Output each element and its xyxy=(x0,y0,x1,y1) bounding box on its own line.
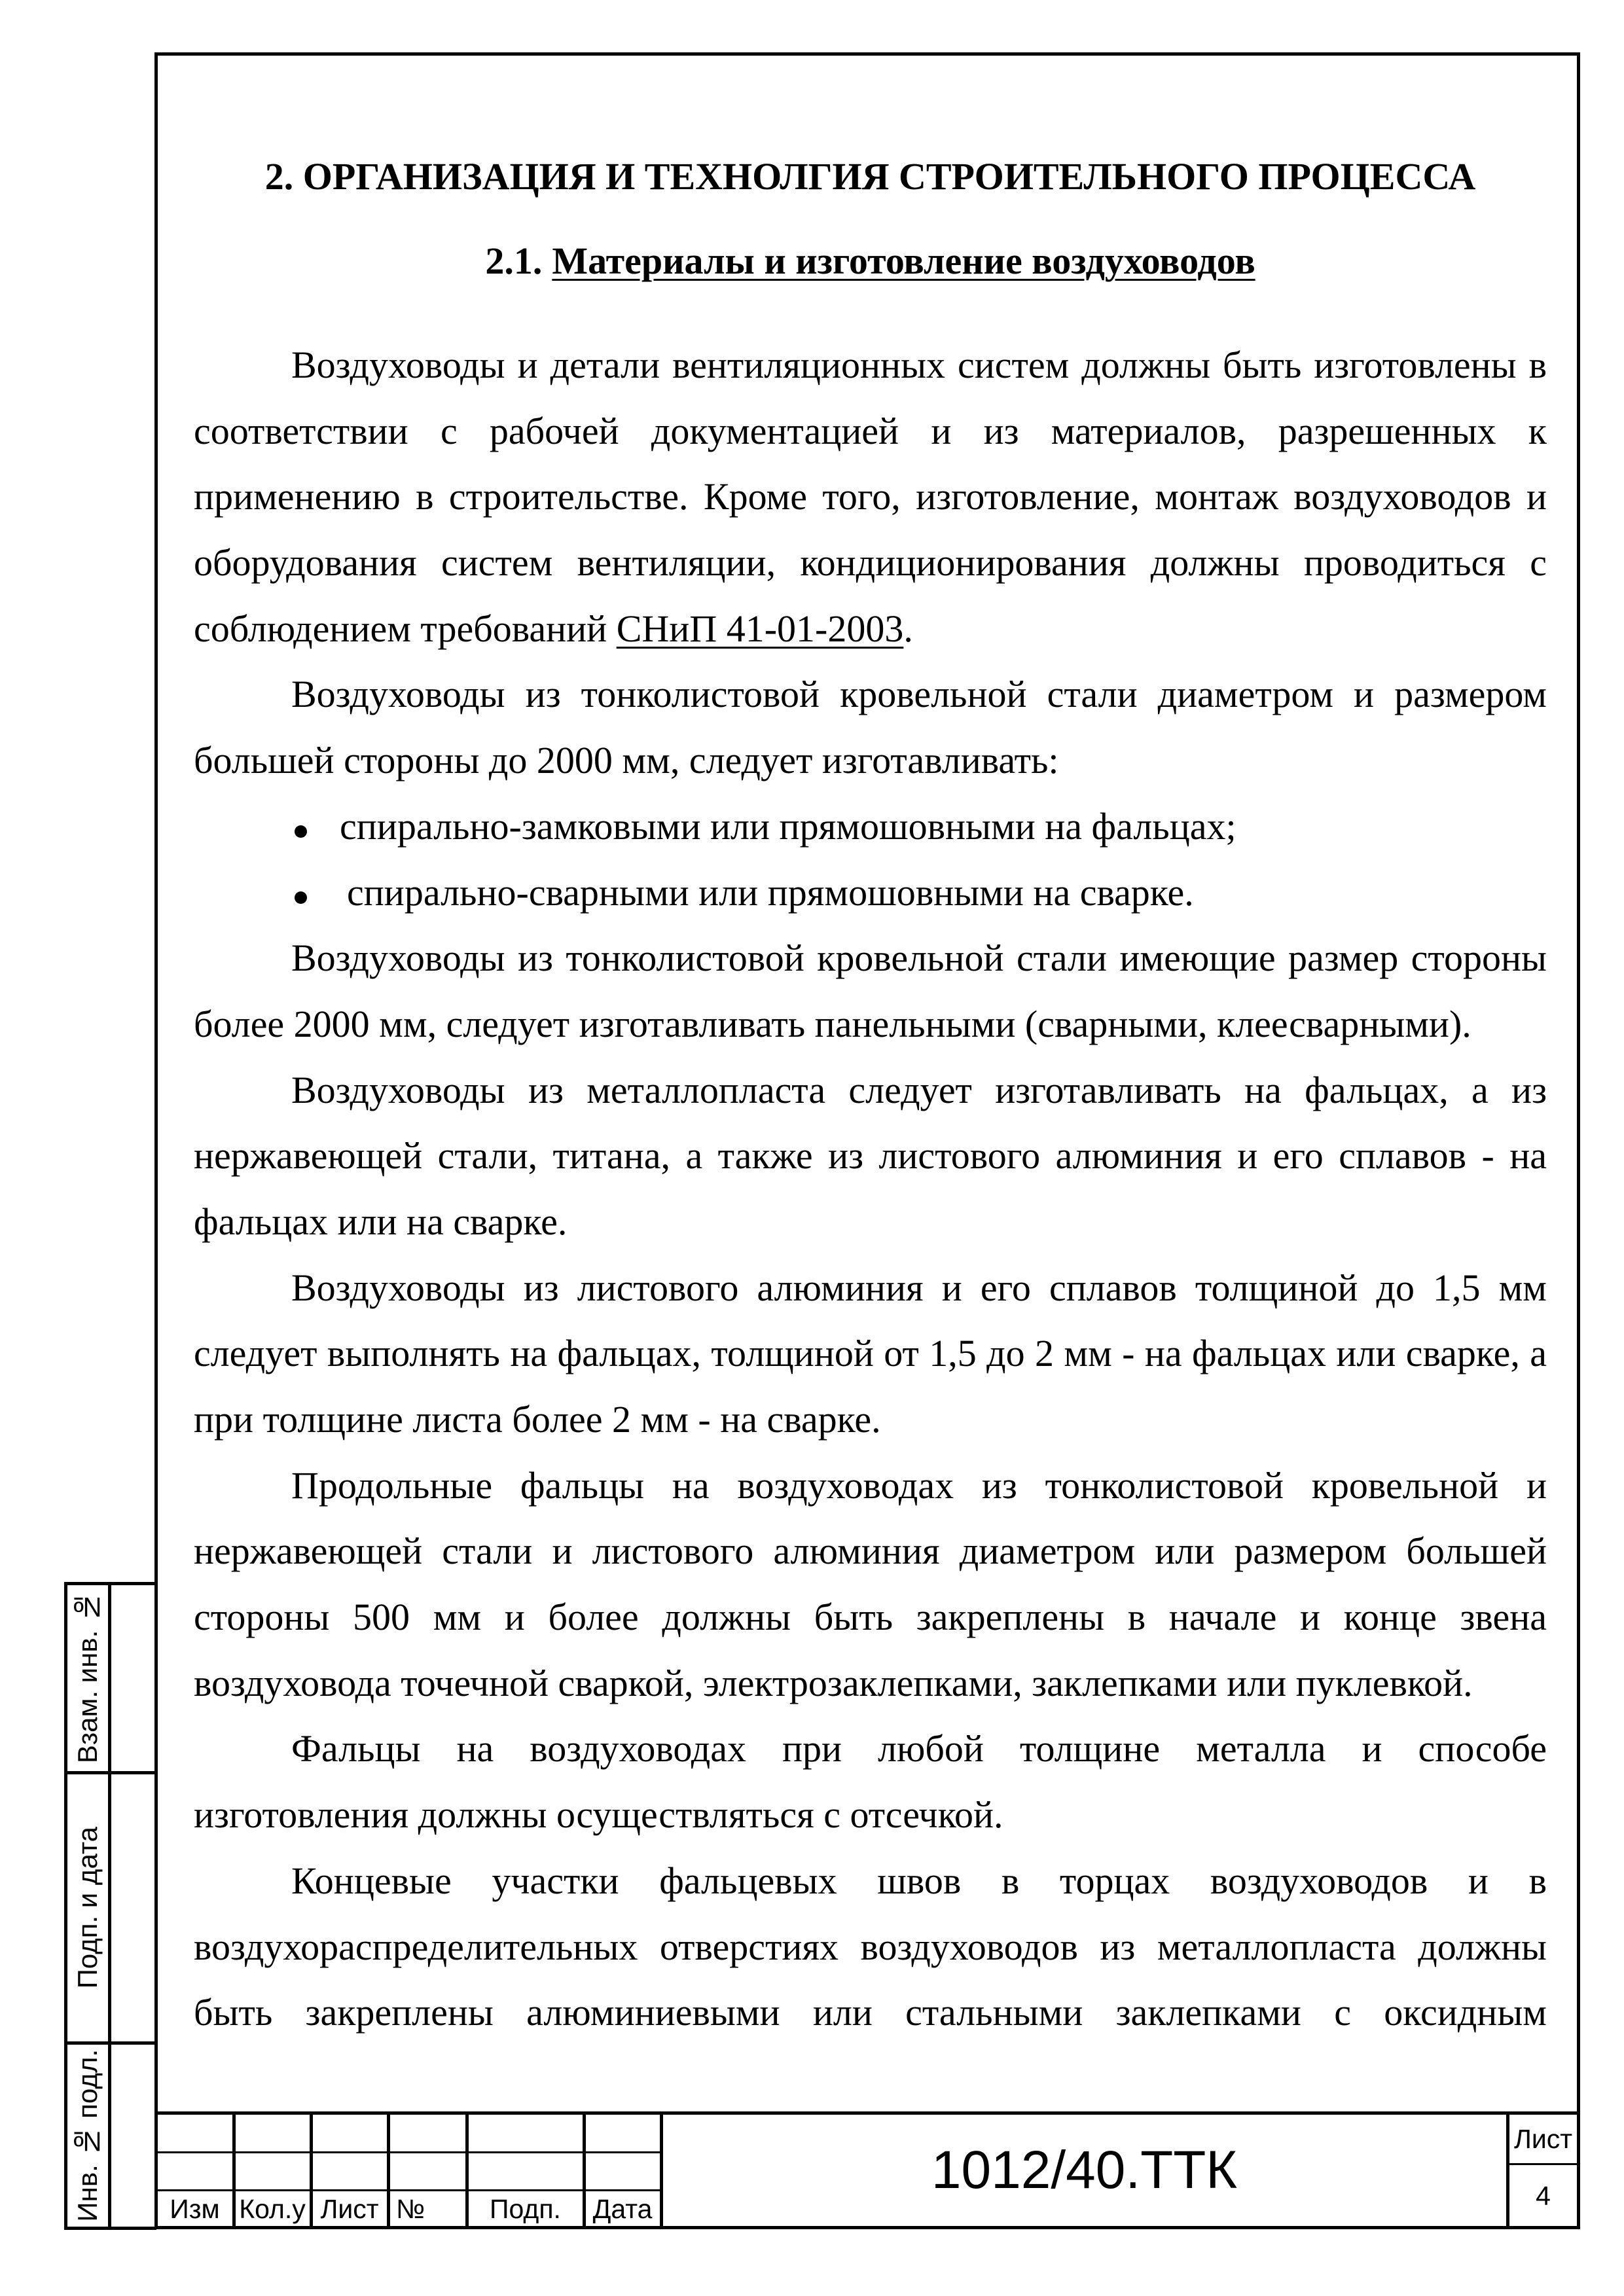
original-inventory-label: Инв. № подл. xyxy=(71,2049,103,2222)
document-number-column-label: № xyxy=(396,2194,425,2224)
body-line: Воздуховоды из тонколистовой кровельной стали имеющие размер стороны xyxy=(291,937,1547,980)
body-line: при толщине листа более 2 мм - на сварке. xyxy=(194,1398,881,1441)
body-line: Концевые участки фальцевых швов в торцах воздуховодов и в xyxy=(291,1859,1547,1902)
signature-date-cell xyxy=(65,1772,109,2043)
paragraph xyxy=(194,1848,1547,2046)
quantity-column-label: Кол.у xyxy=(239,2194,306,2224)
bullet-item-text: спирально-сварными или прямошовными на сварке. xyxy=(347,870,1194,914)
replacement-inventory-cell xyxy=(65,1583,109,1772)
body-line: Воздуховоды из листового алюминия и его сплавов толщиной до 1,5 мм xyxy=(291,1266,1547,1309)
body-line: нержавеющей стали и листового алюминия диаметром или размером большей xyxy=(194,1530,1547,1573)
body-line-text: соблюдением требований xyxy=(194,607,617,650)
body-line: Продольные фальцы на воздуховодах из тонколистовой кровельной и xyxy=(291,1463,1547,1507)
document-designation: 1012/40.ТТК xyxy=(931,2140,1238,2200)
body-line: более 2000 мм, следует изготавливать панельными (сварными, клеесварными). xyxy=(194,1002,1471,1045)
original-inventory-cell xyxy=(65,2043,109,2228)
body-line: быть закреплены алюминиевыми или стальными заклепками с оксидным xyxy=(194,1991,1547,2034)
sheet-number: 4 xyxy=(1536,2180,1551,2211)
body-line: Воздуховоды из тонколистовой кровельной стали диаметром и размером xyxy=(291,673,1547,716)
body-line: воздухораспределительных отверстиях воздуховодов из металлопласта должны xyxy=(194,1925,1547,1968)
body-line xyxy=(194,596,1547,662)
body-line: Фальцы на воздуховодах при любой толщине металла и способе xyxy=(291,1727,1547,1770)
paragraph xyxy=(194,1058,1547,1255)
revision-column-label: Изм xyxy=(170,2194,220,2224)
body-text xyxy=(194,332,1547,2046)
body-line: оборудования систем вентиляции, кондиционирования должны проводиться с xyxy=(194,541,1547,584)
body-line: фальцах или на сварке. xyxy=(194,1200,568,1243)
bullet-icon xyxy=(295,825,307,838)
body-line: применению в строительстве. Кроме того, изготовление, монтаж воздуховодов и xyxy=(194,475,1547,518)
body-line: Воздуховоды и детали вентиляционных систем должны быть изготовлены в xyxy=(291,344,1547,386)
paragraph xyxy=(194,1453,1547,1717)
paragraph xyxy=(194,1716,1547,1848)
body-line: изготовления должны осуществляться с отсечкой. xyxy=(194,1793,1003,1837)
paragraph xyxy=(194,1255,1547,1453)
bullet-item-text: спирально-замковыми или прямошовными на фальцах; xyxy=(340,804,1236,848)
body-line: следует выполнять на фальцах, толщиной от 1,5 до 2 мм - на фальцах или сварке, а xyxy=(194,1332,1547,1375)
subsection-title: Материалы и изготовление воздуховодов xyxy=(552,240,1255,282)
date-column-label: Дата xyxy=(592,2194,653,2224)
subsection-heading xyxy=(194,228,1547,295)
bullet-list xyxy=(194,794,1547,925)
paragraph xyxy=(194,662,1547,793)
body-line: нержавеющей стали, титана, а также из листового алюминия и его сплавов - на xyxy=(194,1134,1547,1177)
sheet-label: Лист xyxy=(1513,2123,1573,2154)
bullet-item xyxy=(194,860,1547,926)
signature-column-label: Подп. xyxy=(490,2194,561,2224)
body-line: воздуховода точечной сваркой, электрозаклепками, заклепками или пуклевкой. xyxy=(194,1661,1473,1704)
subsection-number: 2.1. xyxy=(485,240,543,282)
body-line: стороны 500 мм и более должны быть закреплены в начале и конце звена xyxy=(194,1596,1547,1639)
sheet-column-label: Лист xyxy=(320,2194,379,2224)
body-line-text: . xyxy=(903,607,913,650)
body-line: Воздуховоды из металлопласта следует изготавливать на фальцах, а из xyxy=(291,1068,1547,1111)
signature-date-label: Подп. и дата xyxy=(71,1826,103,1989)
section-heading: 2. ОРГАНИЗАЦИЯ И ТЕХНОЛГИЯ СТРОИТЕЛЬНОГО ПРОЦЕССА xyxy=(264,155,1476,198)
body-line: соответствии с рабочей документацией и из материалов, разрешенных к xyxy=(194,409,1547,452)
paragraph xyxy=(194,925,1547,1057)
bullet-icon xyxy=(295,891,307,904)
bullet-item xyxy=(194,794,1547,860)
replacement-inventory-label: Взам. инв. № xyxy=(71,1592,103,1764)
snip-reference-link[interactable]: СНиП 41-01-2003 xyxy=(616,607,904,650)
paragraph xyxy=(194,332,1547,662)
body-line: большей стороны до 2000 мм, следует изготавливать: xyxy=(194,739,1059,782)
